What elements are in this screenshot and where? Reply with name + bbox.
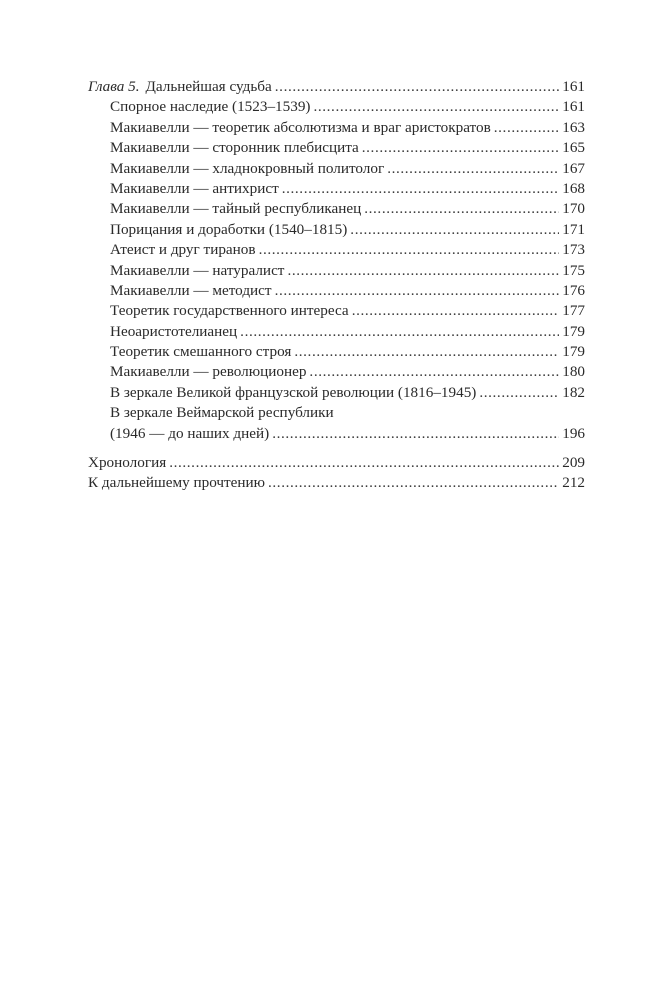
toc-entry [88,301,585,321]
entry-title: Макиавелли — тайный республиканец [110,200,362,218]
toc-back-matter-row [88,453,585,473]
leader-dots [282,179,560,199]
leader-dots [364,199,559,219]
toc-entry-line1 [88,403,585,423]
chapter-title: Дальнейшая судьба [145,78,272,95]
entry-title: Макиавелли — революционер [110,363,307,381]
page-number: 212 [562,474,585,492]
toc-entry [88,362,585,382]
toc-entry [88,322,585,342]
leader-dots [350,220,559,240]
toc-entry [88,118,585,138]
back-matter-title: Хронология [88,454,167,472]
toc-entry [88,179,585,199]
leader-dots [309,362,559,382]
leader-dots [240,322,559,342]
leader-dots [275,77,559,97]
leader-dots [494,118,559,138]
page-number: 179 [562,343,585,361]
entry-title: Спорное наследие (1523–1539) [110,98,311,116]
entry-title: Теоретик государственного интереса [110,302,349,320]
entry-title: Теоретик смешанного строя [110,343,292,361]
entry-title: Макиавелли — методист [110,281,272,299]
page-number: 170 [562,200,585,218]
toc-entry [88,240,585,260]
toc-entry [88,281,585,301]
page-number: 167 [562,159,585,177]
toc-entry-line2 [88,424,585,444]
toc-entry [88,342,585,362]
leader-dots [275,281,560,301]
back-matter-title: К дальнейшему прочтению [88,474,266,492]
page-number: 161 [562,78,585,95]
leader-dots [294,342,559,362]
entry-title: В зеркале Великой французской революции (1816–1945) [110,383,477,401]
page-number: 196 [562,424,585,442]
leader-dots [287,261,559,281]
page-number: 163 [562,118,585,136]
page-number: 180 [562,363,585,381]
entry-title: В зеркале Веймарской республики [110,404,334,422]
entry-title: Неоаристотелианец [110,322,238,340]
entry-title: Атеист и друг тиранов [110,241,256,259]
entry-title: Макиавелли — теоретик абсолютизма и враг аристократов [110,118,491,136]
page-number: 173 [562,241,585,259]
section-gap [88,444,585,453]
toc-chapter-row [88,77,585,97]
page-number: 177 [562,302,585,320]
toc-entry [88,220,585,240]
page-number: 168 [562,179,585,197]
toc-entry [88,261,585,281]
page-number: 176 [562,281,585,299]
leader-dots [259,240,560,260]
page-number: 171 [562,220,585,238]
page-number: 161 [562,98,585,116]
leader-dots [352,301,560,321]
chapter-prefix: Глава 5. [88,78,140,95]
toc-entry [88,159,585,179]
entry-title: Макиавелли — антихрист [110,179,279,197]
leader-dots [362,138,559,158]
toc-entry [88,138,585,158]
entry-title: Порицания и доработки (1540–1815) [110,220,348,238]
page-number: 165 [562,139,585,157]
page-number: 182 [562,383,585,401]
leader-dots [313,97,559,117]
table-of-contents [88,77,585,494]
entry-title: Макиавелли — сторонник плебисцита [110,139,359,157]
toc-back-matter-row [88,473,585,493]
entry-title: Макиавелли — хладнокровный политолог [110,159,385,177]
leader-dots [387,159,559,179]
leader-dots [268,473,559,493]
entry-title-continued: (1946 — до наших дней) [110,424,270,442]
leader-dots [479,383,559,403]
entry-title: Макиавелли — натуралист [110,261,285,279]
toc-entry [88,383,585,403]
toc-entry [88,199,585,219]
page-number: 175 [562,261,585,279]
page-number: 209 [562,454,585,472]
leader-dots [272,424,559,444]
leader-dots [169,453,559,473]
toc-entry [88,97,585,117]
page-number: 179 [562,322,585,340]
